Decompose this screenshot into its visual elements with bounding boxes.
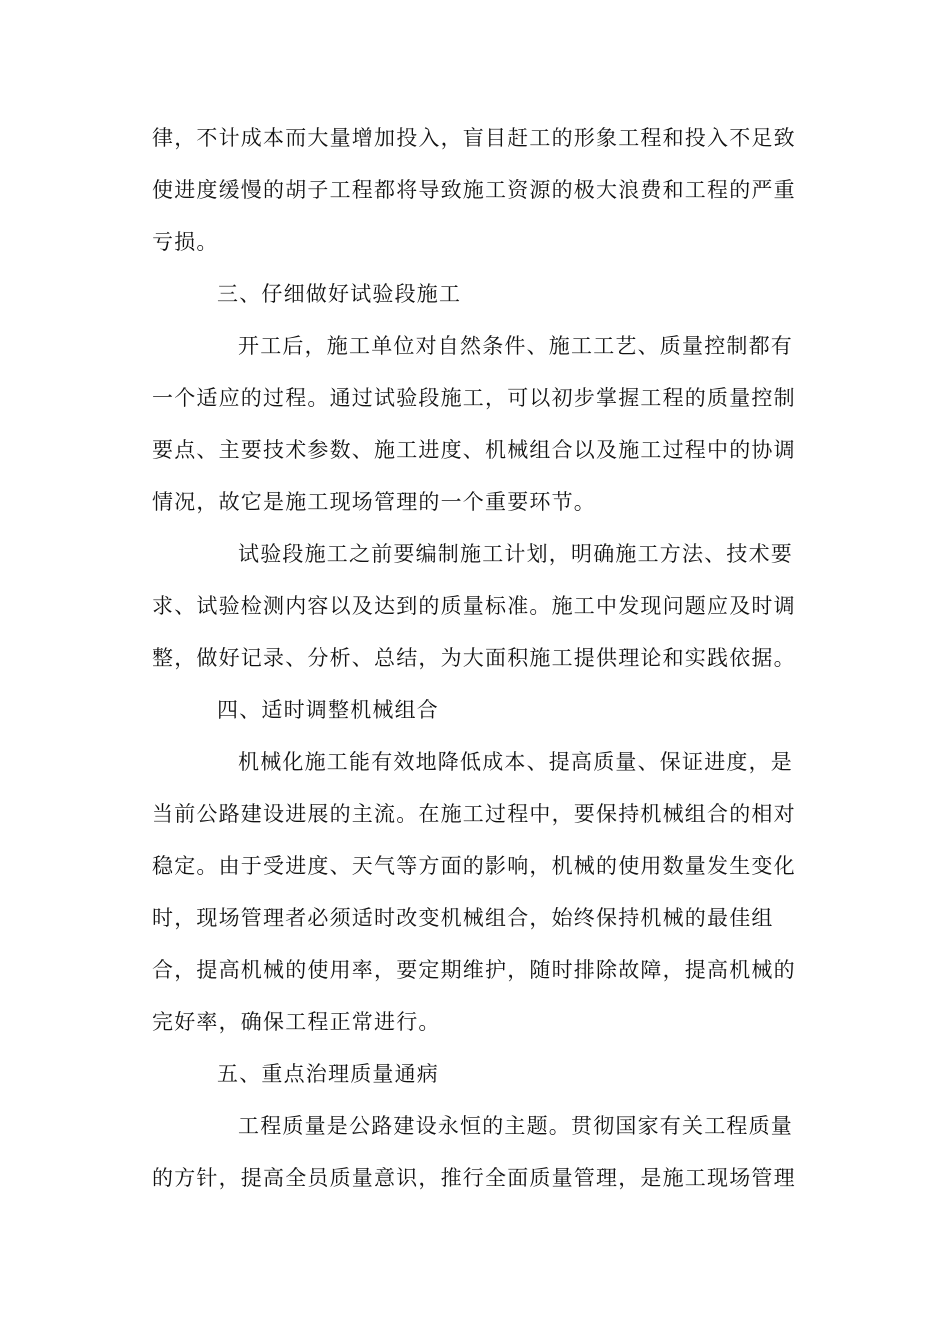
paragraph-line: 的方针，提高全员质量意识，推行全面质量管理，是施工现场管理 [152, 1166, 796, 1190]
section-heading-5: 五、重点治理质量通病 [217, 1062, 439, 1086]
paragraph-line: 时，现场管理者必须适时改变机械组合，始终保持机械的最佳组 [152, 906, 774, 930]
section-heading-3: 三、仔细做好试验段施工 [217, 282, 462, 306]
paragraph-line: 试验段施工之前要编制施工计划，明确施工方法、技术要 [238, 542, 793, 566]
paragraph-line: 整，做好记录、分析、总结，为大面积施工提供理论和实践依据。 [152, 646, 796, 670]
paragraph-line: 亏损。 [152, 230, 219, 254]
paragraph-line: 一个适应的过程。通过试验段施工，可以初步掌握工程的质量控制 [152, 386, 796, 410]
paragraph-line: 稳定。由于受进度、天气等方面的影响，机械的使用数量发生变化 [152, 854, 796, 878]
paragraph-line: 合，提高机械的使用率，要定期维护，随时排除故障，提高机械的 [152, 958, 796, 982]
paragraph-line: 工程质量是公路建设永恒的主题。贯彻国家有关工程质量 [238, 1114, 793, 1138]
paragraph-line: 律，不计成本而大量增加投入，盲目赶工的形象工程和投入不足致 [152, 126, 796, 150]
paragraph-line: 开工后，施工单位对自然条件、施工工艺、质量控制都有 [238, 334, 793, 358]
section-heading-4: 四、适时调整机械组合 [217, 698, 439, 722]
paragraph-line: 情况，故它是施工现场管理的一个重要环节。 [152, 490, 596, 514]
paragraph-line: 当前公路建设进展的主流。在施工过程中，要保持机械组合的相对 [152, 802, 796, 826]
paragraph-line: 使进度缓慢的胡子工程都将导致施工资源的极大浪费和工程的严重 [152, 178, 796, 202]
paragraph-line: 求、试验检测内容以及达到的质量标准。施工中发现问题应及时调 [152, 594, 796, 618]
paragraph-line: 完好率，确保工程正常进行。 [152, 1010, 441, 1034]
paragraph-line: 要点、主要技术参数、施工进度、机械组合以及施工过程中的协调 [152, 438, 796, 462]
paragraph-line: 机械化施工能有效地降低成本、提高质量、保证进度，是 [238, 750, 793, 774]
